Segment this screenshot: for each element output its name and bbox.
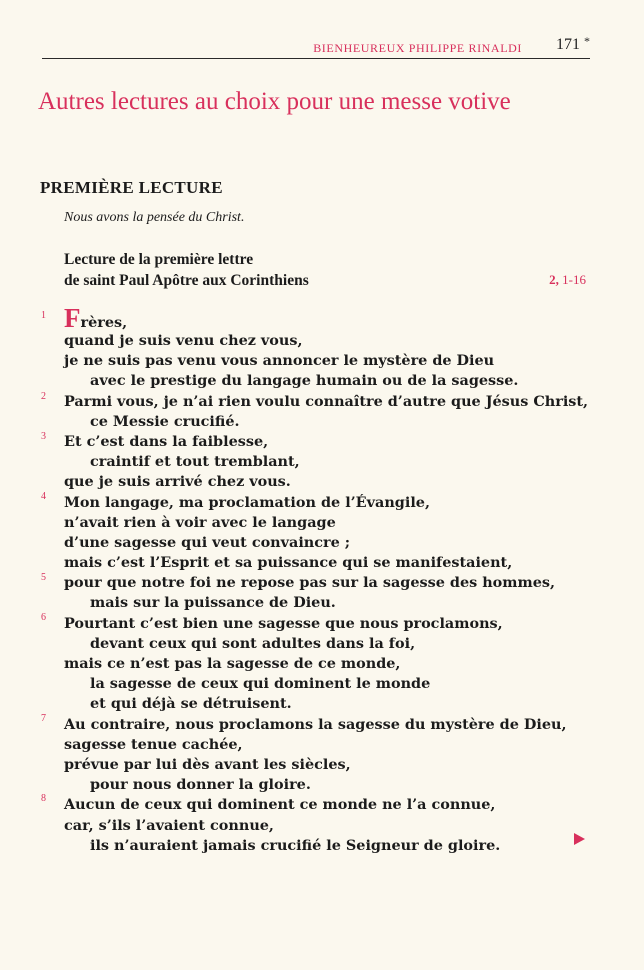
reading-reference [549, 272, 586, 288]
drop-cap-letter: F [64, 303, 81, 333]
reading-line: ce Messie crucifié. [90, 412, 240, 430]
verse-number: 4 [41, 491, 46, 502]
reading-line: devant ceux qui sont adultes dans la foi, [90, 634, 416, 652]
reading-line: craintif et tout tremblant, [90, 453, 300, 471]
reading-line: et qui déjà se détruisent. [90, 695, 292, 713]
running-title: BIENHEUREUX PHILIPPE RINALDI [313, 41, 522, 55]
reference-chapter: 2, [549, 272, 559, 287]
reading-line: car, s’ils l’avaient connue, [64, 816, 274, 834]
reading-summary: Nous avons la pensée du Christ. [64, 210, 245, 225]
reading-line: n’avait rien à voir avec le langage [64, 513, 336, 531]
reading-line: ils n’auraient jamais crucifié le Seigneur de gloire. [90, 836, 501, 854]
reading-line: Aucun de ceux qui dominent ce monde ne l’a connue, [64, 796, 496, 814]
reading-line: Parmi vous, je n’ai rien voulu connaître d’autre que Jésus Christ, [64, 392, 589, 410]
reading-line: je ne suis pas venu vous annoncer le mystère de Dieu [64, 352, 495, 370]
reading-line: mais c’est l’Esprit et sa puissance qui se manifestaient, [64, 554, 513, 572]
reading-label: PREMIÈRE LECTURE [40, 178, 223, 197]
section-title: Autres lectures au choix pour une messe votive [38, 88, 511, 115]
reading-source [64, 249, 309, 291]
triangle-right-icon [574, 833, 585, 845]
reading-line: la sagesse de ceux qui dominent le monde [90, 675, 431, 693]
reading-line: que je suis arrivé chez vous. [64, 473, 291, 491]
page-number: 171 [556, 36, 580, 53]
reading-line: Mon langage, ma proclamation de l’Évangile, [64, 493, 430, 511]
reading-source-line-1: Lecture de la première lettre [64, 251, 254, 268]
reference-verses: 1-16 [562, 272, 586, 287]
verse-number: 8 [41, 793, 46, 804]
reading-line: Au contraire, nous proclamons la sagesse du mystère de Dieu, [64, 715, 567, 733]
verse-number: 2 [41, 391, 46, 402]
reading-line: d’une sagesse qui veut convaincre ; [64, 533, 351, 551]
verse-number: 5 [41, 572, 46, 583]
reading-line: Et c’est dans la faiblesse, [64, 432, 269, 450]
running-head [42, 36, 590, 59]
reading-text [64, 303, 604, 856]
reading-line: prévue par lui dès avant les siècles, [64, 755, 351, 773]
reading-line: pour nous donner la gloire. [90, 776, 311, 794]
reading-line: quand je suis venu chez vous, [64, 332, 303, 349]
reading-line: Pourtant c’est bien une sagesse que nous proclamons, [64, 614, 503, 632]
page-mark: * [584, 34, 590, 48]
reading-line [64, 303, 604, 333]
reading-line: avec le prestige du langage humain ou de la sagesse. [90, 372, 519, 390]
verse-number: 1 [41, 310, 46, 321]
verse-number: 6 [41, 612, 46, 623]
verse-number: 3 [41, 431, 46, 442]
first-word-rest: rères, [80, 314, 128, 331]
reading-line: sagesse tenue cachée, [64, 735, 243, 753]
reading-source-line-2: de saint Paul Apôtre aux Corinthiens [64, 272, 309, 289]
reading-line: mais ce n’est pas la sagesse de ce monde, [64, 655, 401, 672]
verse-number: 7 [41, 713, 46, 724]
reading-line: pour que notre foi ne repose pas sur la sagesse des hommes, [64, 574, 556, 592]
reading-line: mais sur la puissance de Dieu. [90, 594, 336, 612]
